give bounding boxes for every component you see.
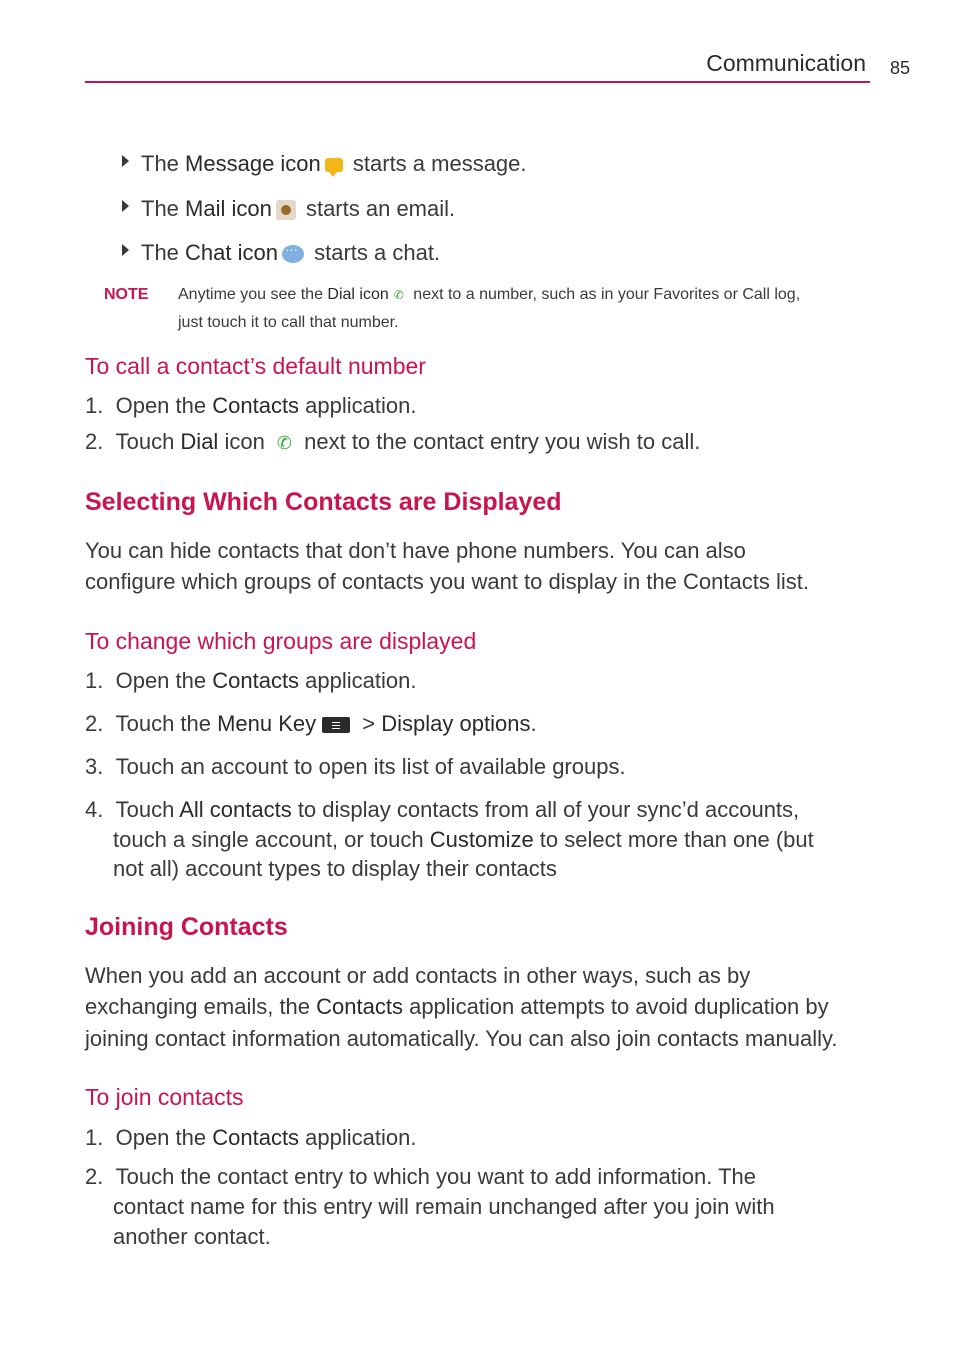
text: application. xyxy=(299,1125,417,1150)
subheading-call-default: To call a contact’s default number xyxy=(85,353,426,379)
bold-term: Message icon xyxy=(185,151,321,176)
text: starts a message. xyxy=(346,151,527,176)
bullet-triangle xyxy=(122,244,129,256)
step-number: 3. xyxy=(85,754,104,779)
note-line-1 xyxy=(178,287,800,303)
text: icon xyxy=(218,429,271,454)
text: next to a number, such as in your Favorites or Call log, xyxy=(408,286,801,303)
subheading-change-groups: To change which groups are displayed xyxy=(85,628,477,654)
text: starts a chat. xyxy=(307,240,441,265)
paragraph-line xyxy=(85,996,829,1018)
dial-icon: ✆ xyxy=(393,288,404,302)
text: . xyxy=(530,711,537,736)
step-number: 2. xyxy=(85,711,104,736)
bold-term: Menu Key xyxy=(217,711,317,736)
chat-icon xyxy=(282,245,304,263)
bold-term: Dial xyxy=(180,429,219,454)
text: > xyxy=(356,711,382,736)
bold-term: All contacts xyxy=(179,797,292,822)
heading-joining-contacts: Joining Contacts xyxy=(85,913,288,941)
text: Touch xyxy=(115,429,181,454)
step-join-2 xyxy=(85,1166,756,1188)
bullet-mail xyxy=(141,198,455,220)
text: touch a single account, or touch xyxy=(113,827,430,852)
note-label: NOTE xyxy=(104,286,149,303)
text: The xyxy=(141,240,186,265)
step-call-2 xyxy=(85,431,700,453)
mail-icon xyxy=(276,200,296,220)
bold-term: Customize xyxy=(429,827,534,852)
paragraph-line: You can hide contacts that don’t have phone numbers. You can also xyxy=(85,538,746,563)
step-number: 1. xyxy=(85,1125,104,1150)
text: Touch xyxy=(115,797,180,822)
step-join-1 xyxy=(85,1127,416,1149)
paragraph-line: configure which groups of contacts you want to display in the Contacts list. xyxy=(85,569,809,594)
step-groups-4-line-3: not all) account types to display their contacts xyxy=(113,856,557,881)
text: application attempts to avoid duplication by xyxy=(402,994,829,1019)
bold-term: Dial icon xyxy=(327,286,389,303)
step-groups-3 xyxy=(85,756,626,778)
text: to select more than one (but xyxy=(533,827,814,852)
step-number: 4. xyxy=(85,797,104,822)
text: Touch the contact entry to which you want to add information. The xyxy=(115,1164,756,1189)
subheading-join-contacts: To join contacts xyxy=(85,1084,244,1110)
paragraph-line: joining contact information automatically. You can also join contacts manually. xyxy=(85,1026,838,1051)
text: Open the xyxy=(115,1125,213,1150)
step-join-2-line-3: another contact. xyxy=(113,1224,271,1249)
text: Anytime you see the xyxy=(178,286,328,303)
text: Touch the xyxy=(115,711,218,736)
text: next to the contact entry you wish to call. xyxy=(298,429,701,454)
page-number: 85 xyxy=(890,58,911,78)
text: application. xyxy=(299,668,417,693)
step-number: 2. xyxy=(85,429,104,454)
text: exchanging emails, the xyxy=(85,994,317,1019)
step-groups-4-line-2 xyxy=(113,829,814,851)
menu-key-icon xyxy=(322,717,350,733)
bullet-message xyxy=(141,153,527,175)
note-line-2: just touch it to call that number. xyxy=(178,314,399,331)
text: application. xyxy=(299,393,417,418)
bold-term: Contacts xyxy=(316,994,403,1019)
step-number: 2. xyxy=(85,1164,104,1189)
text: Open the xyxy=(115,393,213,418)
message-icon xyxy=(325,158,343,172)
step-call-1 xyxy=(85,395,416,417)
step-join-2-line-2: contact name for this entry will remain unchanged after you join with xyxy=(113,1194,775,1219)
step-number: 1. xyxy=(85,393,104,418)
text: The xyxy=(141,196,186,221)
step-number: 1. xyxy=(85,668,104,693)
paragraph-line: When you add an account or add contacts in other ways, such as by xyxy=(85,963,751,988)
dial-icon: ✆ xyxy=(276,433,293,453)
bold-term: Mail icon xyxy=(185,196,272,221)
text: to display contacts from all of your sync’d accounts, xyxy=(291,797,800,822)
bold-term: Chat icon xyxy=(185,240,278,265)
bold-term: Contacts xyxy=(212,393,300,418)
step-groups-2 xyxy=(85,713,537,735)
text: The xyxy=(141,151,186,176)
bold-term: Display options xyxy=(381,711,531,736)
heading-selecting-contacts: Selecting Which Contacts are Displayed xyxy=(85,488,562,516)
running-header: Communication xyxy=(706,50,866,76)
bold-term: Contacts xyxy=(212,1125,300,1150)
bold-term: Contacts xyxy=(212,668,300,693)
text: Open the xyxy=(115,668,213,693)
step-groups-1 xyxy=(85,670,416,692)
step-groups-4 xyxy=(85,799,799,821)
bullet-triangle xyxy=(122,200,129,212)
text: Touch an account to open its list of available groups. xyxy=(115,754,626,779)
header-rule xyxy=(85,81,870,83)
text: starts an email. xyxy=(299,196,456,221)
bullet-chat xyxy=(141,242,440,264)
bullet-triangle xyxy=(122,155,129,167)
